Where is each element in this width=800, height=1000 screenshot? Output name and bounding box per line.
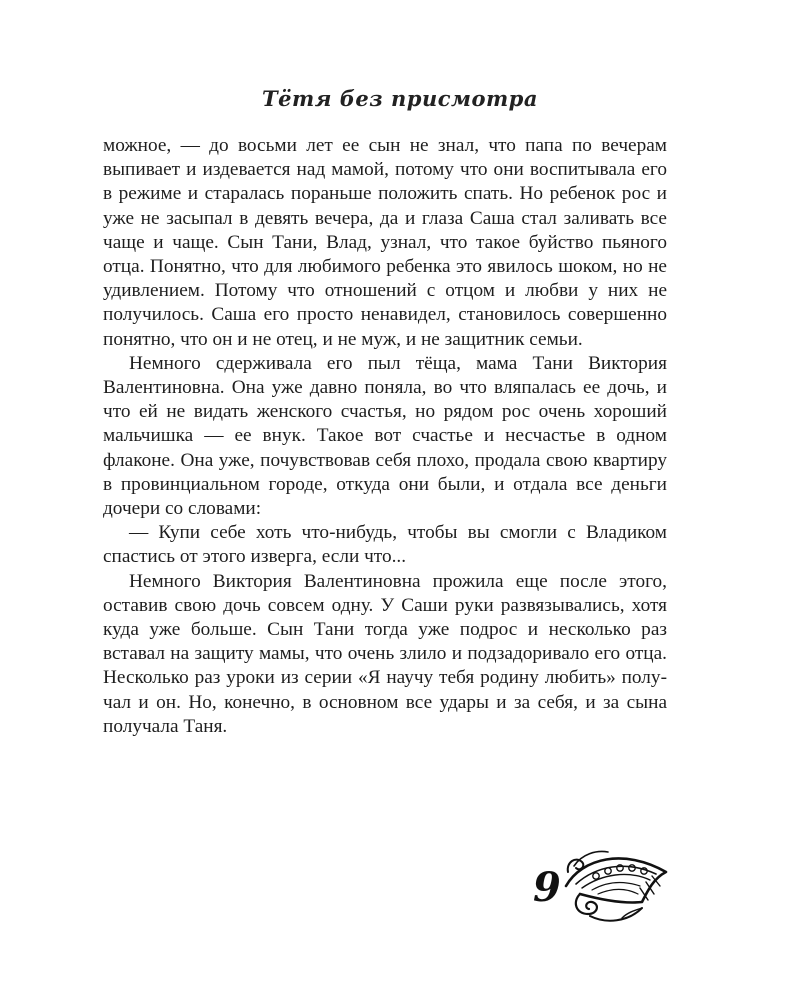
paragraph: можное, — до восьми лет ее сын не знал, что папа по вечерам выпивает и издевается над мамой, потому что они воспитывала его в режиме и старалась пораньше положить спать. Но ребенок рос и уже не засыпал в девять вечера, да и глаза Саша стал заливать все чаще и чаще. Сын Тани, Влад, узнал, что такое буйство пьяного отца. Понятно, что для любимого ребенка это явилось шоком, но не удивлением. Потому что отношений с отцом и любви у них не получилось. Саша его просто ненавидел, становилось совершенно понятно, что он и не отец, и не муж, и не защитник семьи.	[103, 135, 667, 350]
body-text	[103, 134, 667, 739]
floral-ornament-icon	[562, 846, 674, 928]
paragraph: Немного сдерживала его пыл тёща, мама Тани Виктория Валентиновна. Она уже давно поняла, во что вляпалась ее дочь, и что ей не видать женского счастья, но рядом рос очень хороший мальчишка — ее внук. Такое вот счастье и несчастье в одном флаконе. Она уже, почувствовав себя плохо, продала свою квартиру в провинциальном городе, откуда они были, и отдала все деньги дочери со словами:	[103, 352, 667, 520]
page-number: 9	[533, 864, 561, 911]
dialogue-paragraph: — Купи себе хоть что-нибудь, чтобы вы смогли с Владиком спастись от этого изверга, если что...	[103, 522, 667, 568]
paragraph: Немного Виктория Валентиновна прожила еще после этого, оставив свою дочь совсем одну. У Саши руки развязывались, хотя куда уже больше. Сын Тани тогда уже подрос и несколько раз вставал на защиту мамы, что очень злило и подзадоривало его отца. Несколько раз уроки из серии «Я научу тебя родину любить» получал и он. Но, конечно, в основном все удары и за себя, и за сына получала Таня.	[103, 570, 667, 737]
running-title: Тётя без присмотра	[262, 86, 538, 111]
